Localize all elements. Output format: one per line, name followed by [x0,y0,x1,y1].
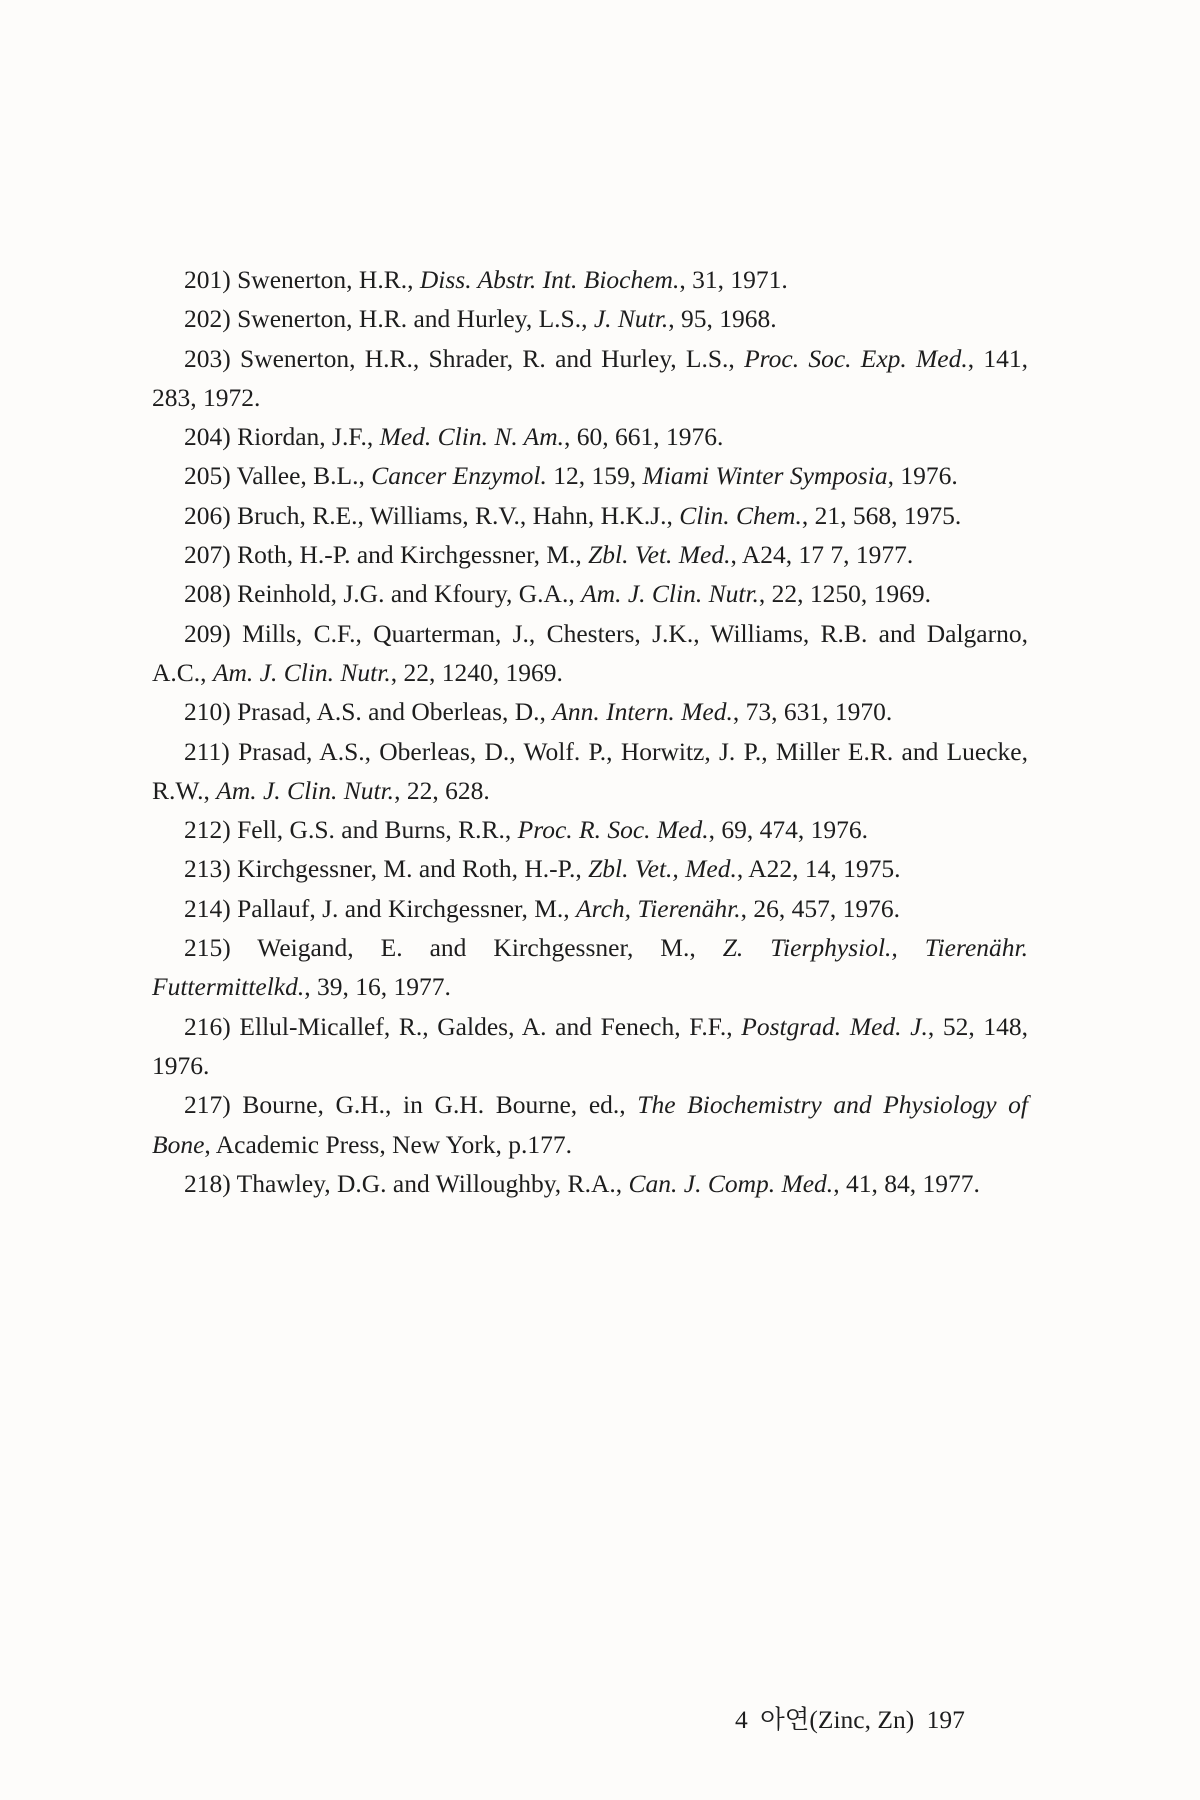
journal-title: Cancer Enzymol. [371,461,547,491]
reference-214: 214) Pallauf, J. and Kirchgessner, M., Arch, Tierenähr., 26, 457, 1976. [152,889,1028,928]
ref-number: 201) [184,265,231,294]
chapter-title: 아연(Zinc, Zn) [760,1705,915,1734]
ref-number: 210) [184,697,231,727]
reference-208: 208) Reinhold, J.G. and Kfoury, G.A., Am. J. Clin. Nutr., 22, 1250, 1969. [152,574,1028,613]
journal-title: Am. J. Clin. Nutr. [216,775,395,805]
ref-number: 205) [184,461,231,491]
reference-205: 205) Vallee, B.L., Cancer Enzymol. 12, 159, Miami Winter Symposia, 1976. [152,456,1028,495]
reference-201: 201) Swenerton, H.R., Diss. Abstr. Int. Biochem., 31, 1971. [152,260,1028,299]
journal-title: Diss. Abstr. Int. Biochem. [419,265,680,294]
journal-title: Miami Winter Symposia [642,461,888,491]
ref-number: 215) [184,933,231,963]
journal-title: Am. J. Clin. Nutr. [581,579,759,609]
ref-number: 203) [184,343,231,373]
reference-217: 217) Bourne, G.H., in G.H. Bourne, ed., The Biochemistry and Physiology of Bone, Academic Press, New York, p.177. [152,1090,1029,1159]
ref-number: 211) [184,736,230,766]
reference-list [152,260,1028,1203]
reference-207: 207) Roth, H.-P. and Kirchgessner, M., Zbl. Vet. Med., A24, 17 7, 1977. [152,535,1028,574]
reference-204: 204) Riordan, J.F., Med. Clin. N. Am., 60, 661, 1976. [152,417,1028,456]
page-number: 197 [926,1705,965,1734]
ref-number: 208) [184,579,231,609]
reference-206: 206) Bruch, R.E., Williams, R.V., Hahn, H.K.J., Clin. Chem., 21, 568, 1975. [152,496,1028,535]
chapter-number: 4 [735,1705,748,1734]
reference-215: 215) Weigand, E. and Kirchgessner, M., Z. Tierphysiol., Tierenähr. Futtermittelkd., 39, 16, 1977. [152,933,1028,1002]
ref-number: 209) [184,618,231,648]
journal-title: Med. Clin. N. Am. [379,422,564,452]
ref-number: 206) [184,500,231,530]
ref-number: 217) [184,1090,231,1120]
book-title: The Biochemistry and Physiology of Bone [152,1090,1029,1159]
ref-number: 216) [184,1011,231,1041]
journal-title: Zbl. Vet., Med. [588,854,737,884]
ref-number: 204) [184,422,231,452]
reference-212: 212) Fell, G.S. and Burns, R.R., Proc. R. Soc. Med., 69, 474, 1976. [152,810,1028,849]
reference-211: 211) Prasad, A.S., Oberleas, D., Wolf. P., Horwitz, J. P., Miller E.R. and Luecke, R.W., Am. J. Clin. Nutr., 22, 628. [152,736,1029,805]
journal-title: Proc. R. Soc. Med. [517,815,709,845]
reference-218: 218) Thawley, D.G. and Willoughby, R.A., Can. J. Comp. Med., 41, 84, 1977. [152,1164,1028,1203]
reference-203: 203) Swenerton, H.R., Shrader, R. and Hurley, L.S., Proc. Soc. Exp. Med., 141, 283, 1972. [152,343,1029,412]
ref-number: 213) [184,854,231,884]
reference-213: 213) Kirchgessner, M. and Roth, H.-P., Zbl. Vet., Med., A22, 14, 1975. [152,849,1028,888]
ref-number: 218) [184,1168,231,1198]
reference-216: 216) Ellul-Micallef, R., Galdes, A. and Fenech, F.F., Postgrad. Med. J., 52, 148, 1976. [152,1011,1029,1080]
journal-title: J. Nutr. [593,304,669,334]
ref-number: 214) [184,893,231,923]
journal-title: Clin. Chem. [679,500,802,530]
reference-210: 210) Prasad, A.S. and Oberleas, D., Ann. Intern. Med., 73, 631, 1970. [152,692,1028,731]
page-footer [735,1700,971,1736]
journal-title: Can. J. Comp. Med. [628,1168,834,1198]
reference-202: 202) Swenerton, H.R. and Hurley, L.S., J. Nutr., 95, 1968. [152,299,1028,338]
ref-number: 207) [184,540,231,570]
journal-title: Am. J. Clin. Nutr. [212,657,391,687]
reference-209: 209) Mills, C.F., Quarterman, J., Chesters, J.K., Williams, R.B. and Dalgarno, A.C., Am. J. Clin. Nutr., 22, 1240, 1969. [152,618,1028,687]
journal-title: Ann. Intern. Med. [552,697,733,727]
journal-title: Z. Tierphysiol., Tierenähr. Futtermittelkd. [152,933,1028,1002]
ref-number: 212) [184,815,231,845]
journal-title: Proc. Soc. Exp. Med. [744,343,968,373]
journal-title: Arch, Tierenähr. [576,893,741,923]
journal-title: Zbl. Vet. Med. [588,540,731,570]
ref-number: 202) [184,304,231,334]
journal-title: Postgrad. Med. J. [741,1011,928,1041]
